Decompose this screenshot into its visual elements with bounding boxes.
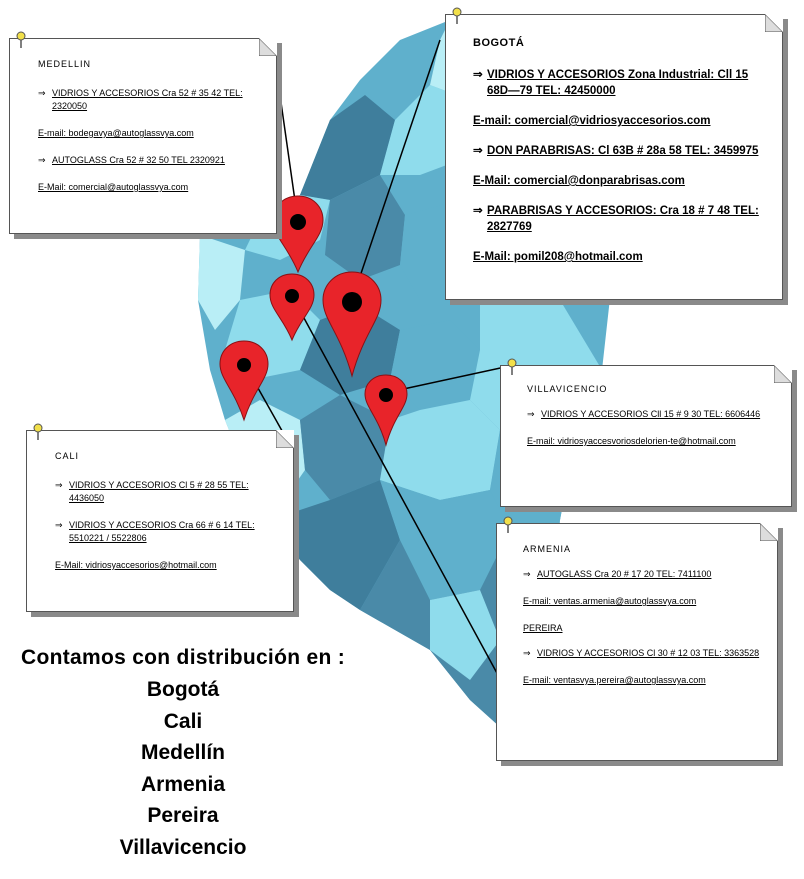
page-fold-icon [765,14,783,32]
note-email[interactable]: E-Mail: vidriosyaccesorios@hotmail.com [55,560,217,570]
note-email[interactable]: E-Mail: comercial@autoglassvya.com [38,182,189,192]
note-title: MEDELLIN [38,59,92,69]
note-email[interactable]: E-mail: ventasvya.pereira@autoglassvya.com [523,675,706,685]
note-title: VILLAVICENCIO [527,384,608,394]
city-pereira: Pereira [147,804,219,827]
note-entry[interactable]: ⇒ AUTOGLASS Cra 52 # 32 50 TEL 2320921 [38,155,225,165]
note-email[interactable]: E-mail: bodegavya@autoglassvya.com [38,128,194,138]
city-medellin: Medellín [140,741,225,764]
note-bogota [445,14,783,300]
city-armenia: Armenia [140,772,226,796]
note-entry[interactable]: ⇒ VIDRIOS Y ACCESORIOS Cl 30 # 12 03 TEL: 3363528 [523,648,760,658]
pushpin-icon [450,7,464,25]
pushpin-icon [505,358,519,376]
note-email[interactable]: E-Mail: pomil208@hotmail.com [473,251,643,263]
note-cali [26,430,294,612]
note-villavicencio [500,365,792,507]
pushpin-icon [501,516,515,534]
note-title: ARMENIA [523,544,572,554]
page-fold-icon [760,523,778,541]
distribution-list [0,646,366,863]
note-email[interactable]: E-mail: vidriosyaccesvoriosdelorien-te@hotmail.com [527,436,736,446]
note-medellin [9,38,277,234]
note-armenia-pereira [496,523,778,761]
note-entry[interactable]: ⇒ AUTOGLASS Cra 20 # 17 20 TEL: 7411100 [523,569,712,579]
note-entry[interactable]: ⇒ PARABRISAS Y ACCESORIOS: Cra 18 # 7 48 TEL: 2827769 [473,205,759,233]
note-email[interactable]: E-Mail: comercial@donparabrisas.com [473,175,685,187]
note-entry[interactable]: ⇒ VIDRIOS Y ACCESORIOS Cra 52 # 35 42 TEL: 2320050 [38,88,243,111]
city-cali: Cali [163,709,203,733]
city-villavicencio: Villavicencio [119,835,247,859]
pushpin-icon [31,423,45,441]
note-title: BOGOTÁ [473,37,525,49]
city-bogota: Bogotá [146,678,220,701]
note-title: CALI [55,451,80,461]
note-entry[interactable]: ⇒ VIDRIOS Y ACCESORIOS Cll 15 # 9 30 TEL: 6606446 [527,409,761,419]
note-entry[interactable]: ⇒ VIDRIOS Y ACCESORIOS Zona Industrial: Cll 15 68D—79 TEL: 42450000 [473,69,749,97]
note-entry[interactable]: ⇒ VIDRIOS Y ACCESORIOS Cl 5 # 28 55 TEL: 4436050 [55,480,249,503]
note-subtitle: PEREIRA [523,623,563,633]
distribution-lead: Contamos con distribución en : [20,646,345,669]
page-fold-icon [259,38,277,56]
note-email[interactable]: E-mail: ventas.armenia@autoglassvya.com [523,596,697,606]
note-email[interactable]: E-mail: comercial@vidriosyaccesorios.com [473,115,711,127]
pushpin-icon [14,31,28,49]
page-fold-icon [276,430,294,448]
page-fold-icon [774,365,792,383]
note-entry[interactable]: ⇒ DON PARABRISAS: Cl 63B # 28a 58 TEL: 3459975 [473,145,759,157]
note-entry[interactable]: ⇒ VIDRIOS Y ACCESORIOS Cra 66 # 6 14 TEL: 5510221 / 5522806 [55,520,255,543]
